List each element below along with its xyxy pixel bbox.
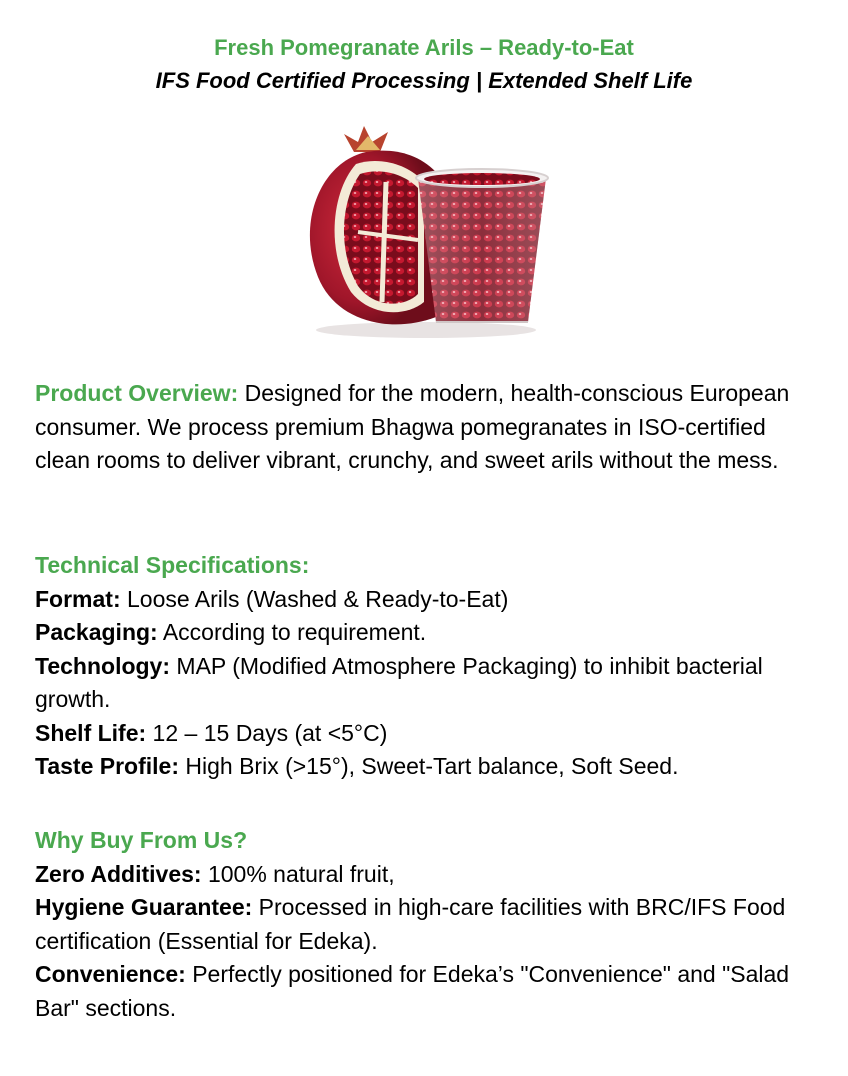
benefit-value: 100% natural fruit, — [201, 860, 395, 887]
benefit-value: Processed in high-care facilities with BRC/IFS Food certification (Essential for Edeka). — [35, 894, 786, 954]
benefit-value: Perfectly positioned for Edeka’s "Convenience" and "Salad Bar" sections. — [35, 961, 790, 1021]
spec-value: According to requirement. — [157, 619, 427, 645]
spec-label: Shelf Life: — [35, 719, 147, 746]
technical-specifications-section — [35, 549, 825, 784]
technical-specifications-heading: Technical Specifications: — [35, 552, 310, 578]
spec-format — [35, 583, 825, 617]
pomegranate-arils-cup-image — [296, 112, 558, 344]
spec-value: MAP (Modified Atmosphere Packaging) to inhibit bacterial growth. — [35, 652, 763, 712]
product-overview-heading: Product Overview: — [35, 380, 239, 406]
spec-label: Packaging: — [35, 619, 158, 645]
product-overview-text: Designed for the modern, health-conscious European consumer. We process premium Bhagwa pomegranates in ISO-certified clean rooms to deliver vibrant, crunchy, and sweet arils without the mess. — [35, 380, 790, 473]
spec-value: Loose Arils (Washed & Ready-to-Eat) — [120, 585, 509, 612]
spec-taste-profile — [35, 750, 825, 784]
spec-label: Taste Profile: — [35, 753, 179, 779]
benefit-label: Hygiene Guarantee: — [35, 894, 253, 920]
spec-shelf-life — [35, 717, 825, 751]
spec-technology — [35, 650, 825, 717]
spec-label: Format: — [35, 585, 121, 612]
benefit-hygiene-guarantee — [35, 891, 825, 958]
page-subtitle: IFS Food Certified Processing | Extended Shelf Life — [155, 68, 693, 93]
spec-packaging — [35, 616, 825, 650]
why-buy-section — [35, 824, 825, 1025]
benefit-convenience — [35, 958, 825, 1025]
product-overview-section — [35, 377, 825, 478]
spec-label: Technology: — [35, 652, 171, 679]
benefit-label: Convenience: — [35, 961, 186, 987]
benefit-zero-additives — [35, 858, 825, 892]
spec-value: High Brix (>15°), Sweet-Tart balance, Soft Seed. — [179, 753, 679, 779]
benefit-label: Zero Additives: — [35, 860, 202, 887]
spec-value: 12 – 15 Days (at <5°C) — [146, 719, 388, 746]
page-title: Fresh Pomegranate Arils – Ready-to-Eat — [214, 35, 634, 60]
product-overview-paragraph — [35, 377, 825, 478]
why-buy-heading: Why Buy From Us? — [35, 827, 248, 853]
